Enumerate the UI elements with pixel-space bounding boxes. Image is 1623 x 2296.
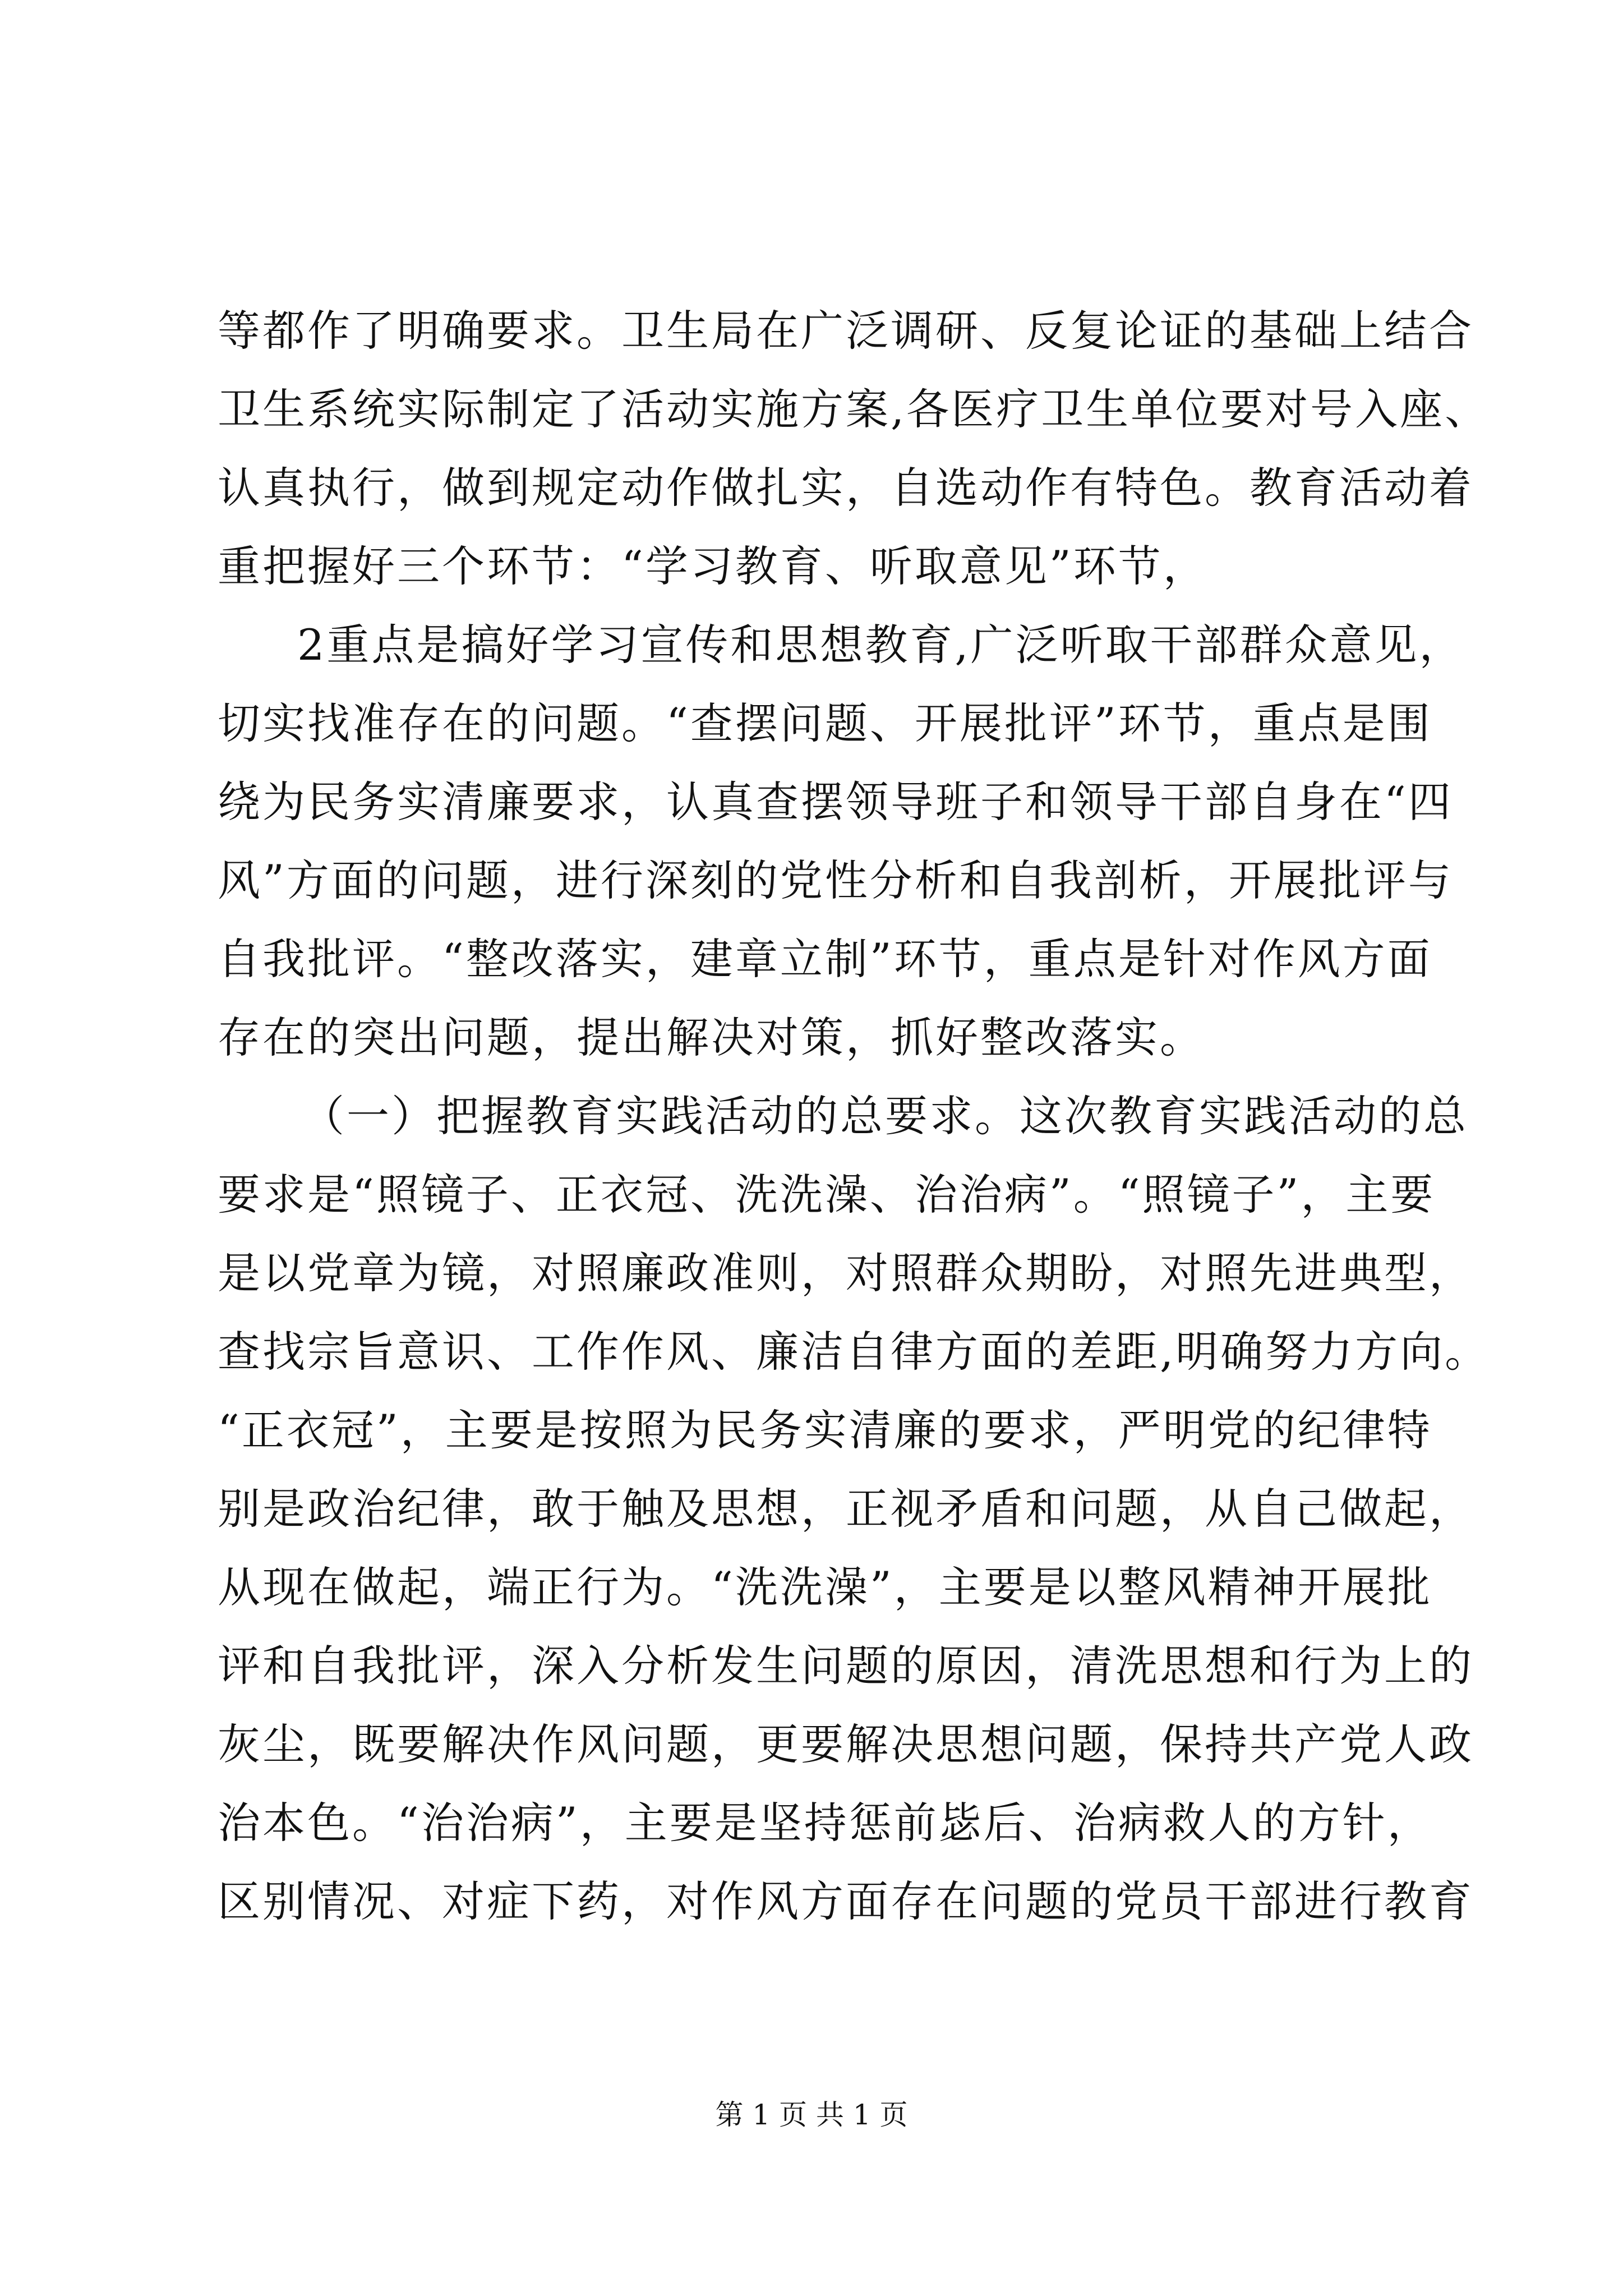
text-line: 存在的突出问题，提出解决对策，抓好整改落实。: [218, 1013, 1205, 1062]
text-line: 重把握好三个环节：“学习教育、听取意见”环节，: [218, 541, 1208, 591]
text-line: 认真执行，做到规定动作做扎实，自选动作有特色。教育活动着: [218, 463, 1474, 513]
page-number-footer: 第 1 页 共 1 页: [715, 2099, 908, 2131]
text-line: 评和自我批评，深入分析发生问题的原因，清洗思想和行为上的: [218, 1641, 1474, 1691]
text-line: “正衣冠”，主要是按照为民务实清廉的要求，严明党的纪律特: [218, 1405, 1432, 1455]
text-line: 区别情况、对症下药，对作风方面存在问题的党员干部进行教育: [218, 1876, 1474, 1926]
text-line: 从现在做起，端正行为。“洗洗澡”，主要是以整风精神开展批: [218, 1562, 1432, 1612]
text-line: 别是政治纪律，敢于触及思想，正视矛盾和问题，从自己做起，: [218, 1484, 1474, 1534]
text-line: 卫生系统实际制定了活动实施方案,各医疗卫生单位要对号入座、: [218, 384, 1490, 434]
text-line: （一）把握教育实践活动的总要求。这次教育实践活动的总: [302, 1091, 1468, 1141]
text-line: 绕为民务实清廉要求，认真查摆领导班子和领导干部自身在“四: [218, 777, 1453, 827]
text-line: 自我批评。“整改落实，建章立制”环节，重点是针对作风方面: [218, 934, 1432, 984]
text-line: 灰尘，既要解决作风问题，更要解决思想问题，保持共产党人政: [218, 1719, 1474, 1769]
text-line: 等都作了明确要求。卫生局在广泛调研、反复论证的基础上结合: [218, 306, 1474, 356]
text-line: 风”方面的问题，进行深刻的党性分析和自我剖析，开展批评与: [218, 855, 1453, 905]
text-line: 2重点是搞好学习宣传和思想教育,广泛听取干部群众意见，: [297, 620, 1464, 670]
text-line: 切实找准存在的问题。“查摆问题、开展批评”环节，重点是围: [218, 698, 1432, 748]
text-line: 是以党章为镜，对照廉政准则，对照群众期盼，对照先进典型，: [218, 1248, 1474, 1298]
text-line: 治本色。“治治病”，主要是坚持惩前毖后、治病救人的方针，: [218, 1798, 1432, 1848]
text-line: 要求是“照镜子、正衣冠、洗洗澡、治治病”。“照镜子”，主要: [218, 1170, 1436, 1220]
text-line: 查找宗旨意识、工作作风、廉洁自律方面的差距,明确努力方向。: [218, 1327, 1490, 1377]
